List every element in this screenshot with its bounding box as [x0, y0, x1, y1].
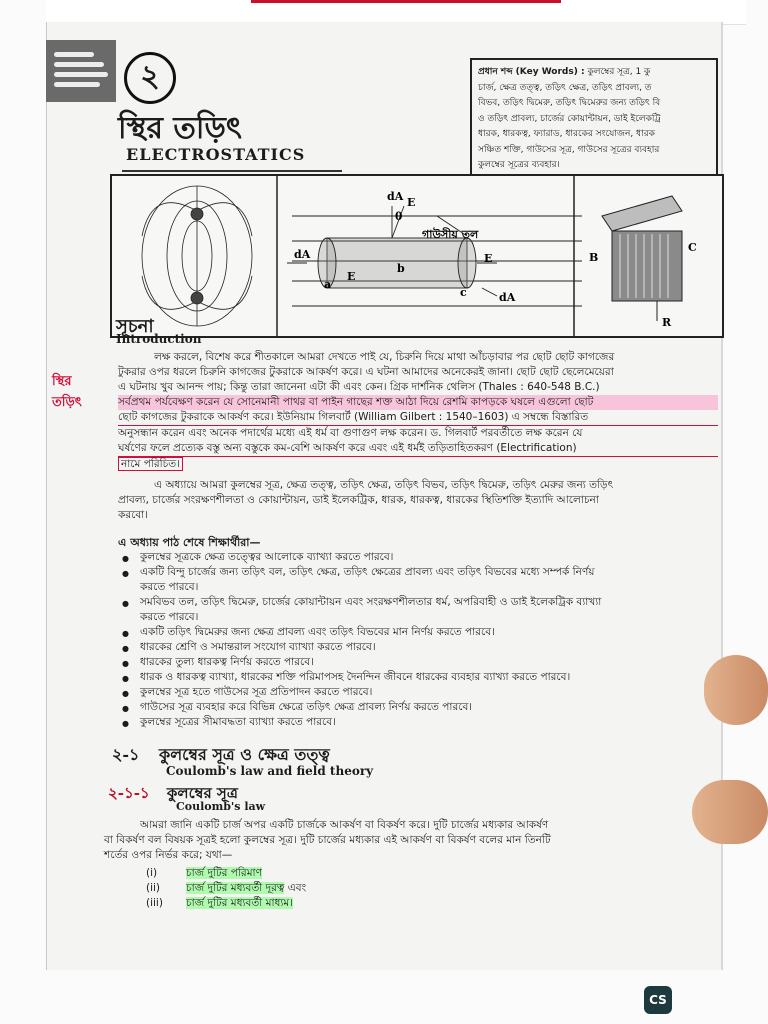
objective-item: ● একটি বিন্দু চার্জের জন্য তড়িৎ বল, তড়িৎ ক্ষেত্র, তড়িৎ ক্ষেত্রের প্রাবল্য এবং তড়িৎ বিভবের মধ্যে সম্পর্ক নির্ণয় [140, 565, 720, 580]
objective-item: ● ধারক ও ধারকত্ব ব্যাখ্যা, ধারকের শক্তি পরিমাপসহ দৈনন্দিন জীবনে ধারকের ব্যবহার ব্যাখ্যা করতে পারবে। [140, 670, 720, 685]
chapter-figure [110, 174, 724, 338]
section-2-1-1-title-en: Coulomb's law [176, 800, 266, 813]
condition-text: চার্জ দুটির পরিমাণ [186, 867, 262, 879]
objective-item: ● গাউসের সূত্র ব্যবহার করে বিভিন্ন ক্ষেত্রে তড়িৎ ক্ষেত্র প্রাবল্য নির্ণয় করতে পারবে। [140, 700, 720, 715]
intro-paragraph-2 [118, 478, 718, 523]
logo-stripe [54, 62, 104, 67]
gaussian-cylinder-figure [287, 206, 582, 306]
key-words-line: চার্জ, ক্ষেত্র তত্ত্ব, তড়িৎ ক্ষেত্র, তড়িৎ প্রাবল্য, ত [478, 82, 652, 93]
coulomb-line: আমরা জানি একটি চার্জ অপর একটি চার্জকে আকর্ষণ বা বিকর্ষণ করে। দুটি চার্জের মধ্যকার আকর্ষণ [140, 819, 549, 831]
margin-note [52, 372, 82, 414]
intro-line [118, 457, 718, 472]
figure-svg [112, 176, 722, 336]
objective-item: ● কুলম্বের সূত্রের সীমাবদ্ধতা ব্যাখ্যা করতে পারবে। [140, 715, 720, 730]
key-words-line: ও তড়িৎ প্রাবল্য, চার্জের কোয়ান্টায়ন, ডাই ইলেকট্রি [478, 113, 661, 124]
dipole-field-figure [142, 186, 252, 326]
coulomb-paragraph [104, 818, 720, 863]
intro-line: এ ঘটনায় খুব আনন্দ পায়; কিন্তু তারা জানেনা এটা কী এবং কেন। গ্রিক দার্শনিক থেলিস (Thales : 640-548 B.C.) [118, 381, 600, 393]
intro-line: ঘর্ষণের ফলে প্রত্যেক বস্তু অন্য বস্তুকে কম-বেশি আকর্ষণ করে এবং এই ধর্মই তড়িতাহিতকরণ (Electrification) [118, 441, 718, 457]
key-words-line: বিভব, তড়িৎ দ্বিমেরু, তড়িৎ দ্বিমেরুর জন্য তড়িৎ বি [478, 98, 661, 108]
intro-paragraph [118, 350, 718, 472]
face-label-a: a [324, 278, 332, 291]
area-label-right: dA [499, 291, 516, 304]
key-words-label: প্রধান শব্দ (Key Words) : [478, 67, 585, 77]
objective-item-cont: করতে পারবে। [140, 611, 199, 623]
condition-text: চার্জ দুটির মধ্যবর্তী দূরত্ব [186, 882, 285, 894]
capacitor-figure [602, 196, 682, 321]
intro-line: সর্বপ্রথম পর্যবেক্ষণ করেন যে সোনেমানী পাথর বা পাইন গাছের শক্ত আঠা দিয়ে রেশমি কাপড়কে ঘষলে এগুলো ছোট [118, 395, 718, 410]
chapter-number: ২ [124, 52, 176, 104]
chapter-title-en: ELECTROSTATICS [126, 145, 306, 164]
capacitor-label-r: R [662, 316, 672, 329]
face-label-b: b [397, 262, 405, 275]
capacitor-label-b: B [589, 251, 599, 264]
subsection-title-bn: কুলম্বের সূত্র [166, 784, 238, 802]
key-words-line: সঞ্চিত শক্তি, গাউসের সূত্র, গাউসের সূত্রের ব্যবহার [478, 144, 660, 155]
finger-photo-artifact [692, 780, 768, 844]
intro-title-en: Introduction [116, 332, 202, 346]
intro-line: টুকরার ওপর ধরলে চিরুনি কাগজের টুকরাকে আকর্ষণ করে। এ ঘটনা আমাদের অনেকেরই জানা। ছোট ছোট ছেলেমেয়েরা [118, 366, 614, 378]
title-rule [122, 170, 342, 172]
chapter-title-bn: স্থির তড়িৎ [118, 111, 242, 146]
intro-title-bn: সূচনা [116, 316, 154, 337]
camscanner-badge: CS [644, 986, 672, 1014]
condition-number: (i) [146, 867, 158, 879]
logo-stripe [54, 52, 94, 57]
intro-line: লক্ষ করলে, বিশেষ করে শীতকালে আমরা দেখতে পাই যে, চিরুনি দিয়ে মাথা আঁচড়াবার পর ছোট ছোট কাগজের [154, 351, 615, 363]
area-label-left: dA [294, 248, 311, 261]
objective-item: ● ধারকের শ্রেণি ও সমান্তরাল সংযোগ ব্যাখ্যা করতে পারবে। [140, 640, 720, 655]
condition-item [146, 881, 506, 896]
margin-note-line: স্থির [52, 374, 72, 389]
section-title-bn: কুলম্বের সূত্র ও ক্ষেত্র তত্ত্ব [159, 745, 330, 764]
key-words-line: ধারক, ধারকত্ব, ফ্যারাড, ধারকের সংযোজন, ধারক [478, 129, 655, 139]
objective-item: ● একটি তড়িৎ দ্বিমেরুর জন্য ক্ষেত্র প্রাবল্য এবং তড়িৎ বিভবের মান নির্ণয় করতে পারবে। [140, 625, 720, 640]
gauss-surface-label: গাউসীয় তল [422, 228, 479, 241]
key-words-line: কুলম্বের সূত্র, 1 কু [587, 67, 651, 77]
field-label-inner: E [347, 270, 356, 283]
key-words-box [470, 58, 718, 186]
condition-suffix: এবং [287, 882, 307, 894]
objective-item: ● কুলম্বের সূত্রকে ক্ষেত্র তত্ত্বের আলোকে ব্যাখ্যা করতে পারবে। [140, 550, 720, 565]
capacitor-label-c: C [688, 241, 697, 254]
theta-label: θ [395, 210, 403, 223]
face-label-c: c [460, 286, 467, 299]
objectives-heading: এ অধ্যায় পাঠ শেষে শিক্ষার্থীরা— [118, 536, 261, 549]
subsection-number: ২-১-১ [108, 784, 150, 802]
top-red-strip [251, 0, 561, 3]
area-label-top: dA [387, 190, 404, 203]
coulomb-line: বা বিকর্ষণ বল বিষয়ক সূত্রই হলো কুলম্বের সূত্র। দুটি চার্জের মধ্যকার এই আকর্ষণ বা বিকর্ষণ বলের মান তিনটি [104, 834, 551, 846]
intro-p2-line: প্রাবল্য, চার্জের সংরক্ষণশীলতা ও কোয়ান্টায়ন, ডাই ইলেকট্রিক, ধারক, ধারকত্ব, ধারকের স্থিতিশক্তি ইত্যাদি আলোচনা [118, 494, 599, 506]
key-words-line: কুলম্বের সূত্রের ব্যবহার। [478, 160, 560, 170]
objective-item: ● কুলম্বের সূত্র হতে গাউসের সূত্র প্রতিপাদন করতে পারবে। [140, 685, 720, 700]
field-label-top: E [407, 196, 416, 209]
publisher-logo [46, 40, 116, 102]
objective-item: ● ধারকের তুল্য ধারকত্ব নির্ণয় করতে পারবে। [140, 655, 720, 670]
logo-stripe [54, 72, 108, 77]
intro-line: অনুসন্ধান করেন এবং অনেক পদার্থের মধ্যে এই ধর্ম বা গুণাগুণ লক্ষ করেন। ড. গিলবার্ট পরবর্তীতে লক্ষ করেন যে [118, 427, 583, 439]
objective-item-cont: করতে পারবে। [140, 581, 199, 593]
condition-number: (iii) [146, 897, 163, 909]
section-number: ২-১ [112, 745, 140, 764]
condition-number: (ii) [146, 882, 161, 894]
finger-photo-artifact [704, 655, 768, 725]
margin-note-line: তড়িৎ [52, 395, 82, 410]
section-2-1-title-en: Coulomb's law and field theory [166, 764, 374, 778]
objective-item: ● সমবিভব তল, তড়িৎ দ্বিমেরু, চার্জের কোয়ান্টায়ন এবং সংরক্ষণশীলতার ধর্ম, অপরিবাহী ও ডাই ইলেকট্রিক ব্যাখ্যা [140, 595, 720, 610]
intro-p2-line: এ অধ্যায়ে আমরা কুলম্বের সূত্র, ক্ষেত্র তত্ত্ব, তড়িৎ ক্ষেত্র, তড়িৎ বিভব, তড়িৎ দ্বিমেরু, তড়িৎ মেরুর জন্য তড়িৎ [154, 479, 614, 491]
logo-stripe [54, 82, 100, 87]
objectives-list [140, 550, 720, 730]
intro-line: ছোট কাগজের টুকরাকে আকর্ষণ করে। ইউনিয়াম গিলবার্ট (William Gilbert : 1540–1603) এ সম্বন্ধে বিস্তারিত [118, 410, 718, 426]
field-label-right: E [484, 252, 493, 265]
condition-text: চার্জ দুটির মধ্যবর্তী মাধ্যম। [186, 897, 294, 909]
coulomb-line: শর্তের ওপর নির্ভর করে; যথা— [104, 849, 233, 861]
condition-item [146, 866, 506, 881]
intro-line-end: নামে পরিচিত। [118, 457, 183, 471]
condition-item [146, 896, 506, 911]
intro-p2-line: করবো। [118, 509, 148, 521]
conditions-list [146, 866, 506, 911]
